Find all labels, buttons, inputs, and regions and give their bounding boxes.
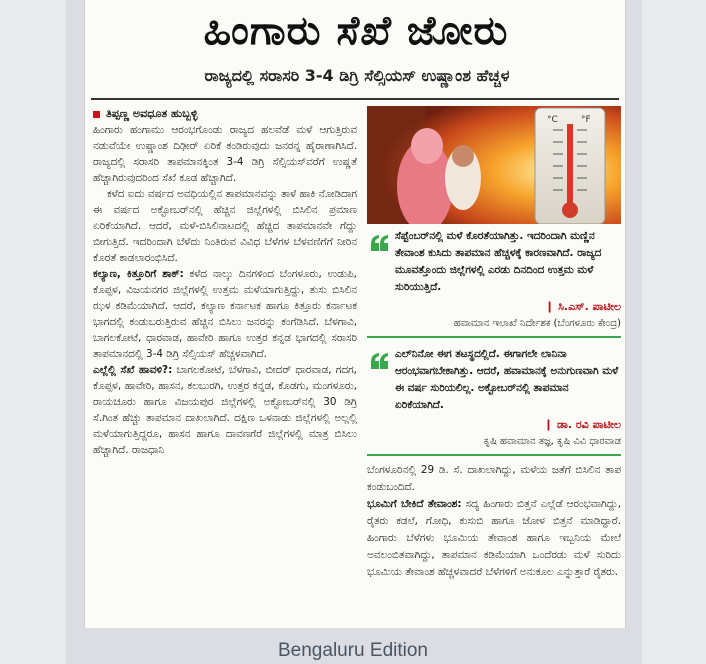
section-3 — [367, 496, 621, 581]
newspaper-clipping — [84, 0, 626, 628]
article-left-column — [93, 106, 357, 626]
quote-1-text: ಸೆಪ್ಟೆಂಬರ್‌ನಲ್ಲಿ ಮಳೆ ಕೊರತೆಯಾಗಿತ್ತು. ಇದರಿಂದಾಗಿ ಮಣ್ಣಿನ ತೇವಾಂಶ ಕುಸಿದು ತಾಪಮಾನ ಹೆಚ್ಚಳಕ್ಕೆ ಕಾರಣವಾಗಿದೆ. ರಾಜ್ಯದ ಮೂವತ್ತೊಂದು ಜಿಲ್ಲೆಗಳಲ್ಲಿ ಎರಡು ದಿನದಿಂದ ಉತ್ತಮ ಮಳೆ ಸುರಿಯುತ್ತಿದೆ. — [395, 230, 602, 293]
byline — [93, 106, 357, 122]
article-right-text — [367, 462, 621, 581]
section-1-title: ಕಲ್ಯಾಣ, ಕಿತ್ತೂರಿಗೆ ಶಾಕ್: — [93, 268, 184, 280]
right-intro: ಬೆಂಗಳೂರಿನಲ್ಲಿ 29 ಡಿ. ಸೆ. ದಾಖಲಾಗಿದ್ದು, ಮಳೆಯ ಜತೆಗೆ ಬಿಸಿಲಿನ ತಾಪ ಕಂಡುಬಂದಿದೆ. — [367, 464, 621, 493]
section-2-title: ಎಲ್ಲೆಲ್ಲಿ ಸೆಖೆ ಹಾವಳಿ?: — [93, 364, 173, 376]
quote-1 — [367, 228, 621, 332]
heat-photo — [367, 106, 621, 224]
quote-mark-icon — [367, 232, 389, 254]
section-3-text: ಸದ್ಯ ಹಿಂಗಾರು ಬಿತ್ತನೆ ಎಲ್ಲೆಡೆ ಆರಂಭವಾಗಿದ್ದು, ರೈತರು ಕಡಲೆ, ಗೋಧಿ, ಕುಸುಬಿ ಹಾಗೂ ಜೋಳ ಬಿತ್ತನೆ ಮಾಡಿದ್ದಾರೆ. ಹಿಂಗಾರು ಬೆಳೆಗಳು ಭೂಮಿಯ ತೇವಾಂಶ ಹಾಗೂ ಇಬ್ಬನಿಯ ಮೇಲೆ ಅವಲಂಬಿತವಾಗಿದ್ದು, ತಾಪಮಾನ ಕಡಿಮೆಯಾಗಿ ಒಂದೆರಡು ಮಳೆ ಸುರಿದು ಭೂಮಿಯ ತೇವಾಂಶ ಹೆಚ್ಚಳವಾದರೆ ಬೆಳೆಗಳಿಗೆ ಅನುಕೂಲ ಎನ್ನುತ್ತಾರೆ ರೈತರು. — [367, 498, 622, 578]
quote-separator-2 — [367, 454, 621, 456]
section-3-title: ಭೂಮಿಗೆ ಬೇಕಿದೆ ತೇವಾಂಶ: — [367, 498, 462, 510]
section-1-text: ಕಳೆದ ನಾಲ್ಕು ದಿನಗಳಿಂದ ಬೆಂಗಳೂರು, ಉಡುಪಿ, ಕೊಪ್ಪಳ, ವಿಜಯನಗರ ಜಿಲ್ಲೆಗಳಲ್ಲಿ ಉತ್ತಮ ಮಳೆಯಾಗುತ್ತಿದ್ದು, ತುಸು ಬಿಸಿಲಿನ ಝಳ ಕಡಿಮೆಯಾಗಿದೆ. ಆದರೆ, ಕಲ್ಯಾಣ ಕರ್ನಾಟಕ ಹಾಗೂ ಕಿತ್ತೂರು ಕರ್ನಾಟಕ ಭಾಗದಲ್ಲಿ ಕಂಡುಬರುತ್ತಿರುವ ಹೆಚ್ಚಿನ ಬಿಸಿಲು ಜನರನ್ನು ಕಂಗೆಡಿಸಿದೆ. ಬೆಳಗಾವಿ, ಬಾಗಲಕೋಟೆ, ಧಾರವಾಡ, ಹಾವೇರಿ ಹಾಗೂ ಉತ್ತರ ಕನ್ನಡ ಭಾಗದಲ್ಲಿ ಸರಾಸರಿ ತಾಪಮಾನದಲ್ಲಿ 3-4 ಡಿಗ್ರಿ ಸೆಲ್ಸಿಯಸ್ ಹೆಚ್ಚಳವಾಗಿದೆ. — [93, 268, 357, 360]
celsius-label: °C — [547, 115, 558, 125]
section-1 — [93, 266, 357, 362]
quote-1-name: ❙ ಸಿ.ಎಸ್. ಪಾಟೀಲ — [367, 298, 621, 315]
headline-rule — [91, 98, 619, 100]
paragraph-2: ಕಳೆದ ಐದು ವರ್ಷದ ಅವಧಿಯಲ್ಲಿನ ತಾಪಮಾನವನ್ನು ತಾಳೆ ಹಾಕಿ ನೋಡಿದಾಗ ಈ ವರ್ಷದ ಅಕ್ಟೋಬರ್‌ನಲ್ಲಿ ಹೆಚ್ಚಿನ ಜಿಲ್ಲೆಗಳಲ್ಲಿ ಬಿಸಿಲಿನ ಪ್ರಮಾಣ ಏರಿಕೆಯಾಗಿದೆ. ಆದರೆ, ಮಳೆ-ಬಿಸಿಲಿನಾಟದಲ್ಲಿ ಹೆಚ್ಚಿದ ತಾಪಮಾನವೇ ಗೆದ್ದು ಬೀಗುತ್ತಿದೆ. ಇದರಿಂದಾಗಿ ಬೆಳೆದು ನಿಂತಿರುವ ವಿವಿಧ ಬೆಳೆಗಳ ಬೆಳವಣಿಗೆಗೆ ನೀರಿನ ಕೊರತೆ ಕಾಡಲಾರಂಭಿಸಿದೆ. — [93, 188, 357, 264]
byline-text: ತಿಪ್ಪಣ್ಣ ಅವಧೂತ ಹುಬ್ಬಳ್ಳಿ — [106, 107, 198, 120]
paragraph-1: ಹಿಂಗಾರು ಹಂಗಾಮು ಆರಂಭಗೊಂಡು ರಾಜ್ಯದ ಹಲವೆಡೆ ಮಳೆ ಆಗುತ್ತಿರುವ ನಡುವೆಯೇ ಉಷ್ಣಾಂಶ ದಿಢೀರ್ ಏರಿಕೆ ಕಂಡಿರುವುದು ಜನರನ್ನ ಹೈರಾಣಾಗಿಸಿದೆ. ರಾಜ್ಯದಲ್ಲಿ ಸರಾಸರಿ ತಾಪಮಾನಕ್ಕಿಂತ 3-4 ಡಿಗ್ರಿ ಸೆಲ್ಸಿಯಸ್‌ವರೆಗೆ ಉಷ್ಣತೆ ಹೆಚ್ಚಾಗಿರುವುದರಿಂದ ಸೆಖೆ ಕೂಡ ಹೆಚ್ಚಾಗಿದೆ. — [93, 124, 357, 184]
section-2-text: ಬಾಗಲಕೋಟೆ, ಬೆಳಗಾವಿ, ಬೀದರ್ ಧಾರವಾಡ, ಗದಗ, ಕೊಪ್ಪಳ, ಹಾವೇರಿ, ಹಾಸನ, ಕಲಬುರಗಿ, ಉತ್ತರ ಕನ್ನಡ, ಕೊಡಗು, ಮಂಗಳೂರು, ರಾಯಚೂರು ಹಾಗೂ ವಿಜಯಪುರ ಜಿಲ್ಲೆಗಳಲ್ಲಿ ಅಕ್ಟೋಬರ್‌ನಲ್ಲಿ 30 ಡಿಗ್ರಿ ಸೆ.ಗಿಂತ ಹೆಚ್ಚು ತಾಪಮಾನ ದಾಖಲಾಗಿದೆ. ದಕ್ಷಿಣ ಒಳನಾಡು ಜಿಲ್ಲೆಗಳಲ್ಲಿ ಅಲ್ಲಲ್ಲಿ ಮಳೆಯಾಗುತ್ತಿದ್ದರೂ, ಹಾಸನ ಹಾಗೂ ದಾವಣಗೆರೆ ಜಿಲ್ಲೆಗಳಲ್ಲಿ ಮಾತ್ರ ಬಿಸಿಲು ಹೆಚ್ಚಾಗಿದೆ. ರಾಜಧಾನಿ — [93, 364, 357, 456]
subheadline: ರಾಜ್ಯದಲ್ಲಿ ಸರಾಸರಿ 3-4 ಡಿಗ್ರಿ ಸೆಲ್ಸಿಯಸ್ ಉಷ್ಣಾಂಶ ಹೆಚ್ಚಳ — [204, 66, 510, 85]
fahrenheit-label: °F — [581, 115, 591, 125]
quote-2-text: ಎಲ್‌ನಿನೋ ಈಗ ತಟಸ್ಥದಲ್ಲಿದೆ. ಈಗಾಗಲೇ ಲಾನಿನಾ ಆರಂಭವಾಗಬೇಕಾಗಿತ್ತು. ಆದರೆ, ಹವಾಮಾನಕ್ಕೆ ಅನುಗುಣವಾಗಿ ಮಳೆ ಈ ವರ್ಷ ಸುರಿಯಲಿಲ್ಲ. ಅಕ್ಟೋಬರ್‌ನಲ್ಲಿ ತಾಪಮಾನ ಏರಿಕೆಯಾಗಿದೆ. — [395, 348, 619, 411]
quote-mark-icon — [367, 350, 389, 372]
quote-2-name: ❙ ಡಾ. ರವಿ ಪಾಟೀಲ — [367, 416, 621, 433]
section-2 — [93, 362, 357, 458]
headline: ಹಿಂಗಾರು ಸೆಖೆ ಜೋರು — [203, 8, 509, 54]
quote-separator-1 — [367, 336, 621, 338]
quote-1-role: ಹವಾಮಾನ ಇಲಾಖೆ ನಿರ್ದೇಶಕ (ಬೆಂಗಳೂರು ಕೇಂದ್ರ) — [453, 318, 621, 329]
quote-2 — [367, 346, 621, 450]
byline-square-icon — [93, 111, 100, 118]
quote-2-role: ಕೃಷಿ ಹವಾಮಾನ ತಜ್ಞ, ಕೃಷಿ ವಿವಿ ಧಾರವಾಡ — [483, 436, 621, 447]
article-right-column — [367, 104, 621, 626]
heat-photo-illustration — [367, 106, 621, 224]
edition-label: Bengaluru Edition — [278, 640, 428, 661]
